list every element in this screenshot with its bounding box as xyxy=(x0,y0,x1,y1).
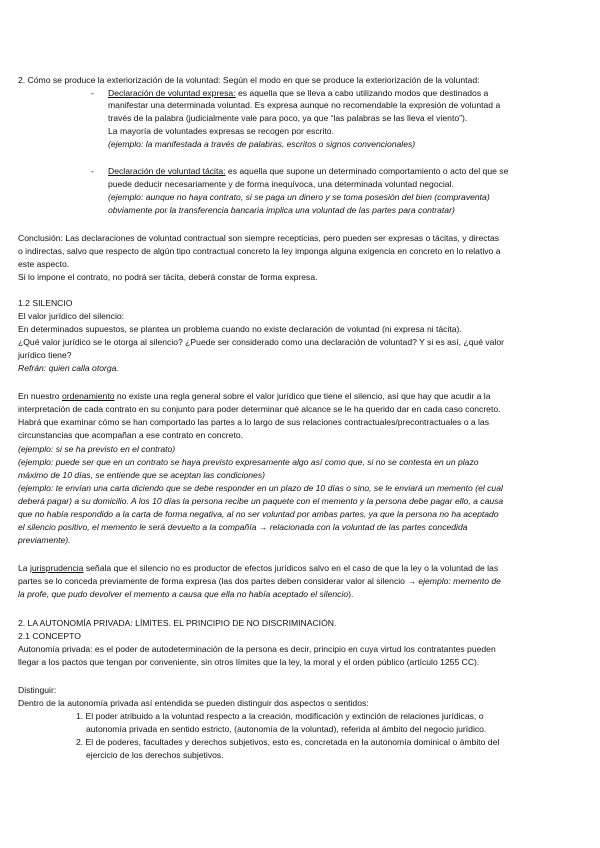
example-3a: (ejemplo: te envían una carta diciendo que se debe responder en un plazo de 10 días o sino, se le enviará un memento (el cual xyxy=(18,483,503,493)
autonomia-line-2: llegar a los pactos que tengan por conveniente, sin otros límites que la ley, la moral y el orden público (artículo 1255 CC). xyxy=(18,657,480,667)
jurisprudencia-line-2 xyxy=(18,576,501,587)
list-item-1a: 1. El poder atribuido a la voluntad respecto a la creación, modificación y extinción de relaciones jurídicas, o xyxy=(76,711,484,721)
tacita-line-1 xyxy=(108,166,508,177)
example-1: (ejemplo: si se ha previsto en el contrato) xyxy=(18,444,176,454)
example-3d: el silencio positivo, el memento le será devuelto a la compañía → relacionada con la voluntad de las partes concedida xyxy=(18,522,468,532)
distinguir-intro: Dentro de la autonomía privada así entendida se pueden distinguir dos aspectos o sentidos: xyxy=(18,698,369,708)
jurisprudencia-pre: La xyxy=(18,563,30,573)
ordenamiento-line-1 xyxy=(18,391,491,402)
tacita-text: es aquella que supone un determinado comportamiento o acto del que se xyxy=(225,166,509,176)
expresa-term: Declaración de voluntad expresa: xyxy=(108,88,236,98)
example-3b: deberá pagar) a su domicilio. A los 10 días la persona recibe un paquete con el memento y la persona debe pagar ello, a causa xyxy=(18,496,504,506)
jurisprudencia-l3-italic: la profe, que pudo devolver el memento a causa que ella no había aceptado el silencio xyxy=(18,589,349,599)
tacita-example-2: obviamente por la transferencia bancaria implica una voluntad de las partes para contratar) xyxy=(108,205,455,215)
jurisprudencia-line-1 xyxy=(18,563,498,574)
jurisprudencia-l2-italic: ejemplo: memento de xyxy=(418,576,501,586)
ordenamiento-pre: En nuestro xyxy=(18,391,62,401)
tacita-example-1: (ejemplo: aunque no haya contrato, si se paga un dinero y se toma posesión del bien (compraventa) xyxy=(108,192,490,202)
jurisprudencia-l2: partes se lo conceda previamente de forma expresa (las dos partes deben considerar valor al silencio → xyxy=(18,576,419,586)
ordenamiento-post: no existe una regla general sobre el valor jurídico que tiene el silencio, así que hay que acudir a la xyxy=(114,391,491,401)
example-2a: (ejemplo: puede ser que en un contrato se haya previsto expresamente algo así como que, si no se contesta en un plazo xyxy=(18,457,479,467)
refran: Refrán: quien calla otorga. xyxy=(18,363,119,373)
conclusion-line-1: Conclusión: Las declaraciones de voluntad contractual son siempre recepticias, pero pueden ser expresas o tácitas, y directas xyxy=(18,233,500,243)
ordenamiento-line-3: Habrá que examinar cómo se han comportado las partes a lo largo de sus relaciones contractuales/precontractuales o a las xyxy=(18,417,490,427)
silencio-paragraph: En determinados supuestos, se plantea un problema cuando no existe declaración de voluntad (ni expresa ni tácita). xyxy=(18,324,462,334)
autonomia-heading: 2. LA AUTONOMÍA PRIVADA: LÍMITES. EL PRINCIPIO DE NO DISCRIMINACIÓN. xyxy=(18,618,337,628)
tacita-line-2: puede deducir necesariamente y de forma inequívoca, una determinada voluntad negocial. xyxy=(108,179,454,189)
jurisprudencia-l3-end: ). xyxy=(348,589,354,599)
jurisprudencia-line-3 xyxy=(18,589,353,600)
expresa-line-1 xyxy=(108,88,488,99)
distinguir-label: Distinguir: xyxy=(18,685,57,695)
ordenamiento-line-4: circunstancias que acompañan a ese contrato en concreto. xyxy=(18,430,244,440)
silencio-subheading: El valor jurídico del silencio: xyxy=(18,311,125,321)
conclusion-line-4: Si lo impone el contrato, no podrá ser tácita, deberá constar de forma expresa. xyxy=(18,272,318,282)
tacita-term: Declaración de voluntad tácita: xyxy=(108,166,226,176)
autonomia-line-1: Autonomía privada: es el poder de autodeterminación de la persona es decir, principio en cuya virtud los contratantes pueden xyxy=(18,644,496,654)
bullet-dash: - xyxy=(91,166,94,176)
ordenamiento-term: ordenamiento xyxy=(61,391,115,401)
expresa-line-2: manifestar una determinada voluntad. Es expresa aunque no recomendable la expresión de voluntad a xyxy=(108,100,501,110)
list-item-2b: ejercicio de los derechos subjetivos. xyxy=(86,750,224,760)
list-item-2a: 2. El de poderes, facultades y derechos subjetivos, esto es, concretada en la autonomía dominical o ámbito del xyxy=(76,737,500,747)
ordenamiento-line-2: interpretación de cada contrato en su conjunto para poder determinar qué alcance se le ha querido dar en cada caso concreto. xyxy=(18,404,501,414)
conclusion-line-3: este aspecto. xyxy=(18,259,70,269)
expresa-example: (ejemplo: la manifestada a través de palabras, escritos o signos convencionales) xyxy=(108,139,416,149)
expresa-text: es aquella que se lleva a cabo utilizando modos que destinados a xyxy=(235,88,489,98)
silencio-question-2: jurídico tiene? xyxy=(18,350,72,360)
example-3c: que no había respondido a la carta de forma negativa, al no ser voluntad por ambas partes, ya que la persona no ha aceptado xyxy=(18,509,499,519)
silencio-heading: 1.2 SILENCIO xyxy=(18,298,73,308)
example-3e: previamente). xyxy=(18,535,71,545)
list-item-1b: autonomía privada en sentido estricto, (autonomía de la voluntad), referida al ámbito del negocio jurídico. xyxy=(86,724,487,734)
jurisprudencia-post: señala que el silencio no es productor de efectos jurídicos salvo en el caso de que la ley o la voluntad de las xyxy=(83,563,499,573)
jurisprudencia-term: jurisprudencia xyxy=(29,563,84,573)
expresa-line-3: través de la palabra (judicialmente vale para poco, ya que “las palabras se las lleva el viento”). xyxy=(108,113,468,123)
concepto-heading: 2.1 CONCEPTO xyxy=(18,631,81,641)
bullet-dash: - xyxy=(91,88,94,98)
silencio-question-1: ¿Qué valor jurídico se le otorga al silencio? ¿Puede ser considerado como una declaración de voluntad? Y si es así, ¿qué valor xyxy=(18,337,504,347)
expresa-line-4: La mayoría de voluntades expresas se recogen por escrito. xyxy=(108,126,334,136)
section-heading: 2. Cómo se produce la exteriorización de la voluntad: Según el modo en que se produce la exteriorización de la voluntad: xyxy=(18,75,480,85)
conclusion-line-2: o indirectas, salvo que respecto de algún tipo contractual concreto la ley imponga alguna exigencia en concreto en lo relativo a xyxy=(18,246,501,256)
example-2b: máximo de 10 días, se entiende que se aceptan las condiciones) xyxy=(18,470,265,480)
